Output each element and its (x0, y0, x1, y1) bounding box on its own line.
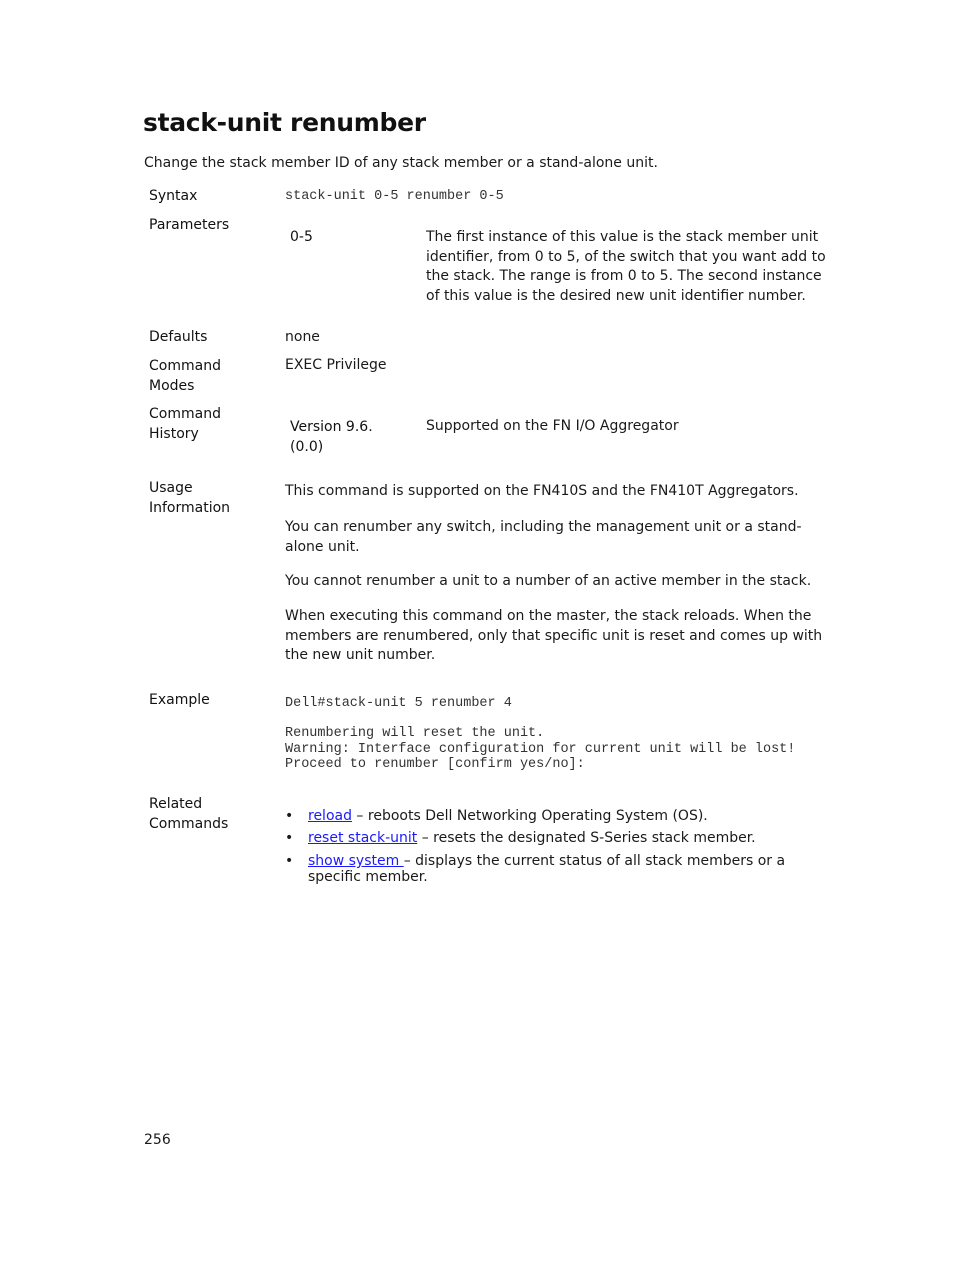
history-description: Supported on the FN I/O Aggregator (426, 418, 679, 434)
show-system-link[interactable]: show system (308, 853, 404, 869)
history-version: Version 9.6. (0.0) (290, 419, 373, 455)
bullet: • (285, 830, 294, 846)
syntax-label: Syntax (149, 188, 198, 204)
parameters-label: Parameters (149, 217, 230, 233)
usage-paragraph: This command is supported on the FN410S and the FN410T Aggregators. (285, 483, 799, 499)
example-output: Renumbering will reset the unit. Warning: Interface configuration for current unit will be lost! Proceed to renumber [confirm yes/no]: (285, 726, 796, 772)
parameter-description: The first instance of this value is the stack member unit identifier, from 0 to 5, of the switch that you want add to the stack. The range is from 0 to 5. The second instance of this value is the desired new unit identifier number. (426, 229, 826, 304)
related-description: – resets the designated S-Series stack member. (417, 830, 756, 846)
command-history-label: Command History (149, 406, 221, 442)
page-title: stack-unit renumber (143, 108, 426, 137)
bullet: • (285, 853, 294, 869)
intro-text: Change the stack member ID of any stack member or a stand-alone unit. (144, 155, 658, 171)
reload-link[interactable]: reload (308, 808, 352, 824)
command-modes-value: EXEC Privilege (285, 357, 387, 373)
defaults-value: none (285, 329, 320, 345)
usage-label: Usage Information (149, 480, 231, 516)
example-label: Example (149, 692, 210, 708)
defaults-label: Defaults (149, 329, 208, 345)
command-modes-label: Command Modes (149, 358, 221, 394)
related-description: – reboots Dell Networking Operating System (OS). (351, 808, 708, 824)
syntax-value: stack-unit 0-5 renumber 0-5 (285, 189, 504, 204)
usage-paragraph: When executing this command on the master, the stack reloads. When the members are renumbered, only that specific unit is reset and comes up with the new unit number. (285, 608, 823, 663)
reset-stack-unit-link[interactable]: reset stack-unit (308, 830, 418, 846)
usage-paragraph: You cannot renumber a unit to a number of an active member in the stack. (285, 573, 812, 589)
example-command: Dell#stack-unit 5 renumber 4 (285, 696, 512, 711)
related-commands-label: Related Commands (149, 796, 229, 832)
parameter-name: 0-5 (290, 229, 313, 245)
usage-paragraph: You can renumber any switch, including the management unit or a stand-alone unit. (285, 519, 802, 555)
related-description: – displays the current status of all stack members or a specific member. (308, 853, 786, 885)
bullet: • (285, 808, 294, 824)
page-number: 256 (144, 1132, 171, 1148)
